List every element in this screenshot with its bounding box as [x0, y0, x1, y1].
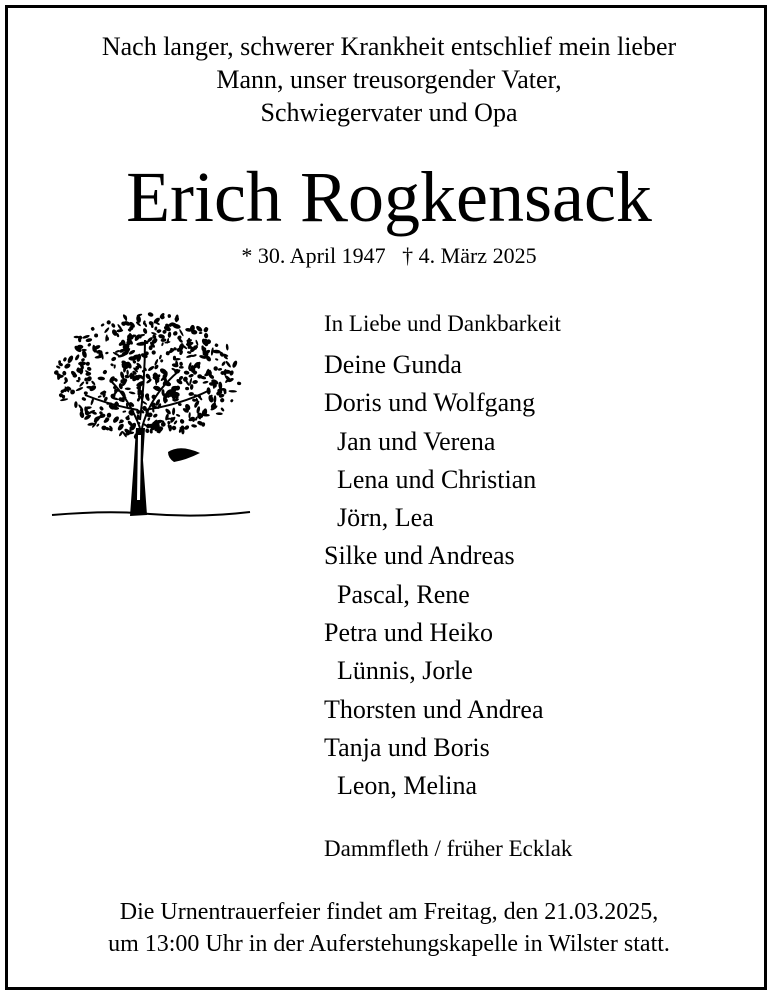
intro-line-1: Nach langer, schwerer Krankheit entschlief mein lieber	[101, 32, 677, 61]
family-member: Deine Gunda	[324, 350, 462, 379]
service-info	[0, 896, 778, 960]
family-member: Silke und Andreas	[324, 541, 515, 571]
family-member: Jan und Verena	[324, 426, 496, 456]
family-list	[324, 346, 544, 806]
birth-date: * 30. April 1947	[241, 243, 386, 268]
family-member: Pascal, Rene	[324, 579, 470, 609]
intro-line-2: Mann, unser treusorgender Vater,	[216, 65, 562, 94]
intro-line-3: Schwiegervater und Opa	[260, 98, 518, 127]
family-member: Tanja und Boris	[324, 732, 490, 762]
family-member: Lena und Christian	[324, 464, 537, 494]
intro-text	[0, 30, 778, 129]
place-line: Dammfleth / früher Ecklak	[324, 836, 573, 861]
family-member: Jörn, Lea	[324, 503, 434, 533]
service-line-2: um 13:00 Uhr in der Auferstehungskapelle in Wilster statt.	[108, 931, 670, 957]
service-line-1: Die Urnentrauerfeier findet am Freitag, den 21.03.2025,	[119, 899, 659, 925]
life-dates	[0, 242, 778, 270]
tree-icon	[50, 310, 260, 525]
family-member: Thorsten und Andrea	[324, 694, 544, 724]
family-member: Lünnis, Jorle	[324, 656, 473, 686]
family-member: Petra und Heiko	[324, 618, 493, 648]
family-member: Leon, Melina	[324, 771, 478, 801]
deceased-name: Erich Rogkensack	[126, 157, 652, 237]
subhead: In Liebe und Dankbarkeit	[324, 311, 561, 336]
family-member: Doris und Wolfgang	[324, 388, 536, 418]
death-date: † 4. März 2025	[402, 243, 537, 268]
